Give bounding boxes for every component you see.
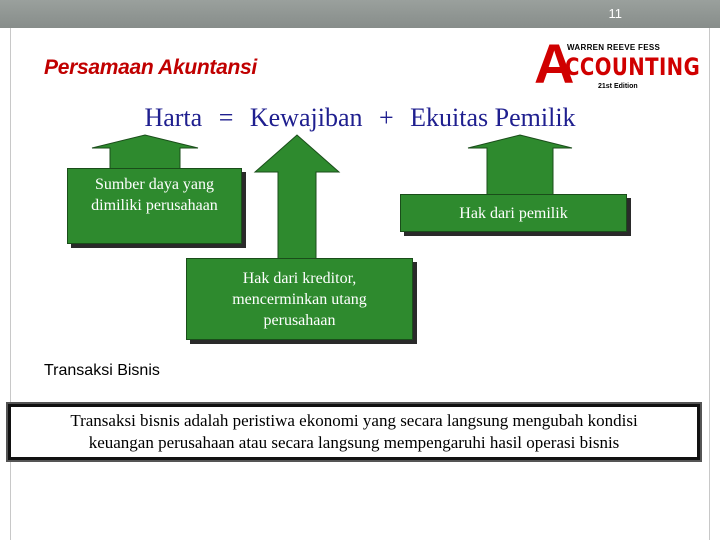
liabilities-description-box xyxy=(186,258,413,340)
equation-assets: Harta xyxy=(144,103,203,132)
definition-box xyxy=(8,404,700,460)
definition-line: Transaksi bisnis adalah peristiwa ekonomi yang secara langsung mengubah kondisi xyxy=(70,411,638,430)
liab-desc-line: Hak dari kreditor, xyxy=(242,269,357,287)
logo-word: CCOUNTING xyxy=(565,53,701,81)
logo-letter: A xyxy=(534,32,575,95)
equity-desc: Hak dari pemilik xyxy=(459,204,568,222)
assets-desc-line: Sumber daya yang xyxy=(94,176,215,193)
liab-desc-line: mencerminkan utang xyxy=(232,290,367,308)
equation-equity: Ekuitas Pemilik xyxy=(410,103,576,132)
logo-edition: 21st Edition xyxy=(598,83,638,90)
page-number: 11 xyxy=(608,6,622,21)
assets-desc-line: dimiliki perusahaan xyxy=(91,197,218,214)
equation-liabilities: Kewajiban xyxy=(249,103,363,132)
section-heading: Transaksi Bisnis xyxy=(44,362,160,379)
logo-authors: WARREN REEVE FESS xyxy=(567,43,661,52)
liab-desc-line: perusahaan xyxy=(263,311,336,329)
definition-line: keuangan perusahaan atau secara langsung mempengaruhi hasil operasi bisnis xyxy=(88,433,620,452)
equation-equals: = xyxy=(218,103,234,132)
slide-title: Persamaan Akuntansi xyxy=(44,56,257,79)
equity-description-box xyxy=(400,194,627,232)
equation-plus: + xyxy=(378,103,394,132)
assets-description-box xyxy=(67,168,242,244)
